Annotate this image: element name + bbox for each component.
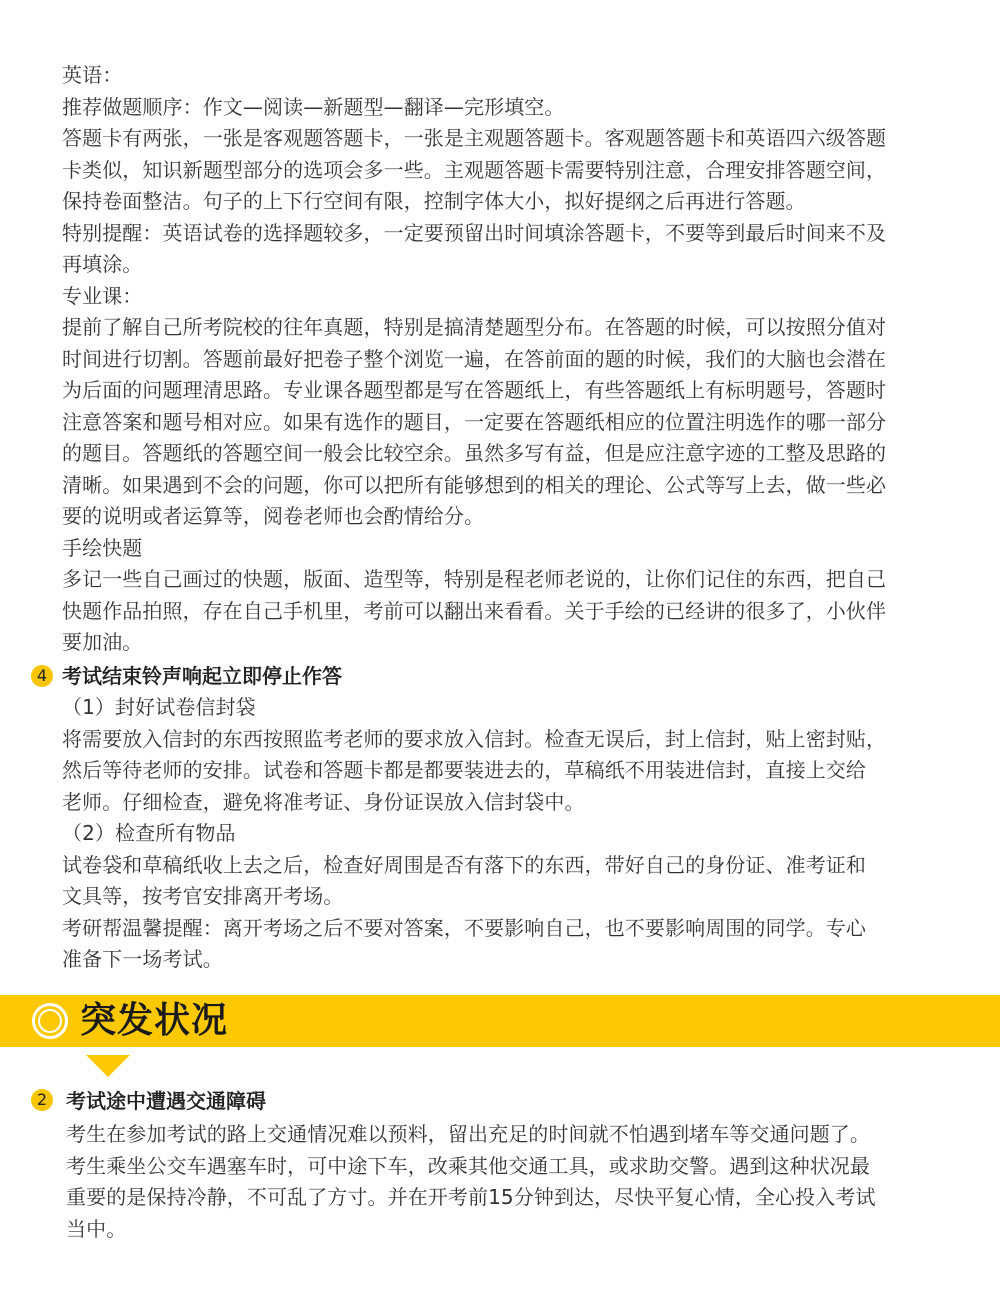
- section-english-major: [62, 60, 968, 659]
- text-line: 特别提醒：英语试卷的选择题较多，一定要预留出时间填涂答题卡，不要等到最后时间来不及: [62, 220, 887, 245]
- text-line: 要的说明或者运算等，阅卷老师也会酌情给分。: [62, 504, 485, 528]
- text-line: 卡类似，知识新题型部分的选项会多一些。主观题答题卡需要特别注意，合理安排答题空间，: [62, 157, 887, 182]
- text-line: 老师。仔细检查，避免将准考证、身份证误放入信封袋中。: [62, 789, 585, 814]
- text-line: 考生乘坐公交车遇塞车时，可中途下车，改乘其他交通工具，或求助交警。遇到这种状况最: [66, 1153, 870, 1178]
- text-line: 提前了解自己所考院校的往年真题，特别是搞清楚题型分布。在答题的时候，可以按照分值对: [62, 315, 887, 339]
- section-banner: [0, 995, 1000, 1047]
- text-line: 手绘快题: [62, 535, 143, 560]
- text-line: 重要的是保持冷静，不可乱了方寸。并在开考前15分钟到达，尽快平复心情，全心投入考试: [66, 1185, 876, 1209]
- text-line: 将需要放入信封的东西按照监考老师的要求放入信封。检查无误后，封上信封，贴上密封贴，: [62, 726, 887, 751]
- text-line: （1）封好试卷信封袋: [62, 695, 256, 719]
- circle-inner-icon: [38, 1009, 62, 1033]
- banner-title: 突发状况: [80, 1000, 229, 1041]
- text-line: 准备下一场考试。: [62, 947, 223, 971]
- text-line: 多记一些自己画过的快题，版面、造型等，特别是程老师老说的，让你们记住的东西，把自己: [62, 567, 887, 591]
- text-line: 然后等待老师的安排。试卷和答题卡都是都要装进去的，草稿纸不用装进信封，直接上交给: [62, 758, 866, 782]
- text-line: 保持卷面整洁。句子的上下行空间有限，控制字体大小，拟好提纲之后再进行答题。: [62, 189, 806, 213]
- text-line: 专业课：: [62, 283, 143, 308]
- text-line: 英语：: [62, 63, 123, 87]
- text-line: 要加油。: [62, 630, 143, 654]
- down-triangle-icon: [86, 1055, 130, 1077]
- text-line: 当中。: [66, 1216, 127, 1241]
- section-heading: 考试结束铃声响起立即停止作答: [62, 664, 342, 688]
- text-line: 考生在参加考试的路上交通情况难以预料，留出充足的时间就不怕遇到堵车等交通问题了。: [66, 1122, 870, 1146]
- text-line: 再填涂。: [62, 252, 143, 276]
- text-line: （2）检查所有物品: [62, 821, 236, 845]
- text-line: 考研帮温馨提醒：离开考场之后不要对答案，不要影响自己，也不要影响周围的同学。专心: [62, 915, 866, 940]
- section-traffic: [66, 1119, 972, 1245]
- section-number-badge: 4: [31, 665, 53, 687]
- text-line: 文具等，按考官安排离开考场。: [62, 884, 344, 908]
- section-heading: 考试途中遭遇交通障碍: [66, 1089, 266, 1113]
- text-line: 注意答案和题号相对应。如果有选作的题目，一定要在答题纸相应的位置注明选作的哪一部分: [62, 409, 887, 434]
- text-line: 时间进行切割。答题前最好把卷子整个浏览一遍，在答前面的题的时候，我们的大脑也会潜在: [62, 346, 887, 371]
- text-line: 推荐做题顺序：作文—阅读—新题型—翻译—完形填空。: [62, 94, 565, 119]
- text-line: 为后面的问题理清思路。专业课各题型都是写在答题纸上，有些答题纸上有标明题号，答题时: [62, 378, 887, 402]
- section-number-badge: 2: [31, 1089, 53, 1111]
- section-exam-end: [62, 692, 968, 976]
- text-line: 清晰。如果遇到不会的问题，你可以把所有能够想到的相关的理论、公式等写上去，做一些必: [62, 472, 887, 497]
- text-line: 快题作品拍照，存在自己手机里，考前可以翻出来看看。关于手绘的已经讲的很多了，小伙伴: [62, 598, 887, 623]
- text-line: 的题目。答题纸的答题空间一般会比较空余。虽然多写有益，但是应注意字迹的工整及思路的: [62, 441, 887, 465]
- text-line: 试卷袋和草稿纸收上去之后，检查好周围是否有落下的东西，带好自己的身份证、准考证和: [62, 852, 866, 877]
- text-line: 答题卡有两张，一张是客观题答题卡，一张是主观题答题卡。客观题答题卡和英语四六级答题: [62, 126, 887, 150]
